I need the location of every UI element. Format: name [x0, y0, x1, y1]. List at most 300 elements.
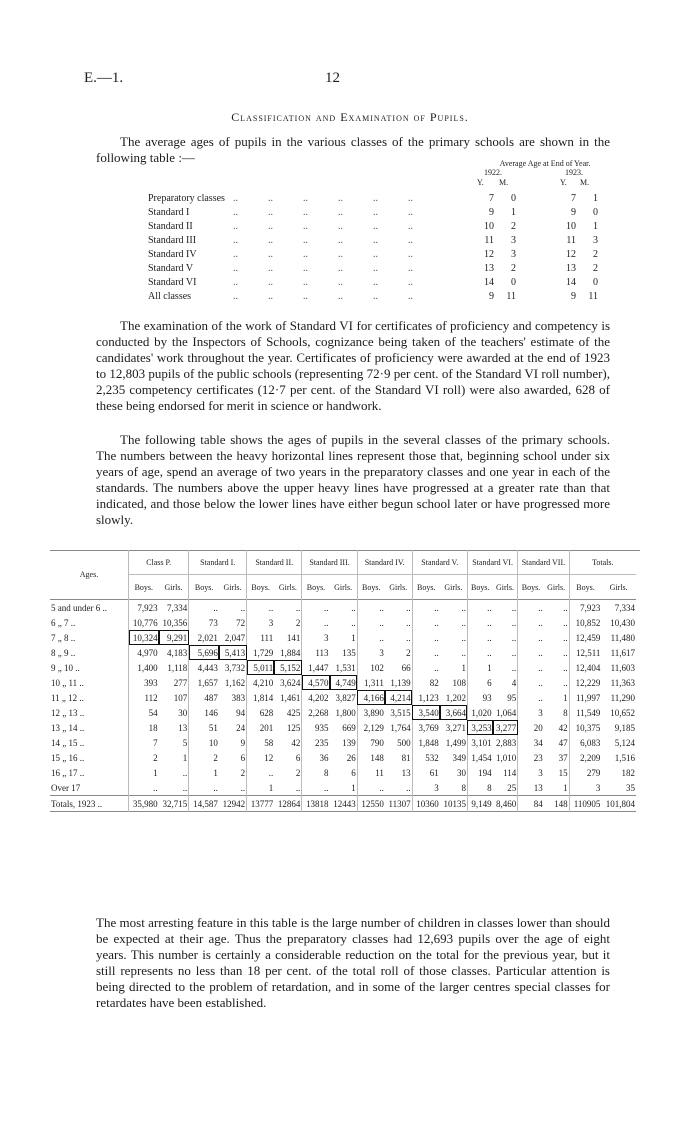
count-cell: 235 [302, 735, 330, 750]
class-label: Standard III [148, 235, 197, 246]
count-cell: 349 [452, 752, 466, 763]
class-group-header: Standard V. [412, 550, 467, 575]
count-cell: .. [518, 645, 544, 660]
certificates-paragraph: The examination of the work of Standard VI for certificates of proficiency and competency is conducted by the Inspectors of Schools, cognizance being taken of the teachers' estimate of the candidates' work throughout the year. Certificates of proficiency were awarded at the end of 1923 to 12,803 pupils of the public schools (representing 72·9 per cent. of the Standard VI roll number), 2,235 competency certificates (12·7 per cent. of the Standard VI roll) were also awarded, 628 of these being endorsed for merit in science or handwork. [96, 318, 610, 413]
count-cell: 12864 [277, 798, 301, 809]
count-cell: .. [182, 767, 188, 778]
count-cell: 3,624 [280, 677, 301, 688]
count-cell: 1 [467, 660, 492, 675]
count-cell: .. [412, 660, 440, 675]
age-value: 3 [593, 235, 598, 246]
count-cell: 148 [357, 750, 385, 765]
count-cell: 2,129 [357, 720, 385, 735]
count-cell: .. [518, 675, 544, 690]
count-cell: 1 [351, 782, 356, 793]
count-cell: 4,749 [330, 675, 358, 690]
count-cell: 1,884 [280, 647, 301, 658]
class-label: Standard VI [148, 277, 197, 288]
leader-dots: .. .. .. .. .. .. [233, 291, 413, 302]
count-cell: 1 [247, 780, 275, 796]
count-cell: 8,460 [496, 798, 517, 809]
count-cell: .. [412, 645, 440, 660]
table-row [50, 750, 636, 765]
count-cell: 5,696 [189, 645, 219, 660]
count-cell: 4,202 [302, 690, 330, 705]
count-cell: 3,540 [412, 705, 440, 720]
count-cell: .. [563, 602, 568, 613]
count-cell: 1,499 [445, 737, 466, 748]
class-label: Standard I [148, 207, 190, 218]
age-value: 12 [484, 249, 494, 260]
count-cell: 32,715 [162, 798, 188, 809]
count-cell: 3 [569, 780, 601, 796]
count-cell: 7,334 [614, 602, 635, 613]
count-cell: 935 [302, 720, 330, 735]
count-cell: 1,010 [496, 752, 517, 763]
count-cell: 5,124 [614, 737, 635, 748]
count-cell: 9,185 [614, 722, 635, 733]
count-cell: 1,447 [302, 660, 330, 675]
count-cell: .. [357, 615, 385, 630]
count-cell: 26 [346, 752, 356, 763]
count-cell: .. [357, 600, 385, 616]
count-cell: .. [247, 765, 275, 780]
count-cell: 11 [357, 765, 385, 780]
table-row [50, 780, 636, 796]
age-label: 9 „ 10 .. [51, 662, 80, 673]
count-cell: 12,459 [569, 630, 601, 645]
count-cell: .. [563, 632, 568, 643]
count-cell: .. [302, 780, 330, 796]
count-cell: 628 [247, 705, 275, 720]
table-row [50, 600, 636, 616]
count-cell: .. [240, 602, 246, 613]
count-cell: 2,209 [569, 750, 601, 765]
count-cell: 66 [401, 662, 411, 673]
age-value: 12 [566, 249, 576, 260]
count-cell: 9,149 [467, 796, 492, 812]
age-value: 13 [484, 263, 494, 274]
avg-year-1923: 1923. [565, 168, 583, 177]
count-cell: .. [461, 647, 466, 658]
count-cell: 13777 [247, 796, 275, 812]
age-value: 14 [566, 277, 576, 288]
count-cell: .. [406, 632, 411, 643]
class-label: Standard IV [148, 249, 197, 260]
avg-age-row [148, 192, 628, 206]
unit-y: Y. [560, 178, 567, 187]
count-cell: 4,166 [357, 690, 385, 705]
count-cell: 7 [129, 735, 159, 750]
class-group-header: Standard I. [189, 550, 247, 575]
count-cell: .. [129, 780, 159, 796]
class-label: Standard V [148, 263, 194, 274]
count-cell: 1,123 [412, 690, 440, 705]
class-group-header: Standard IV. [357, 550, 412, 575]
count-cell: .. [518, 630, 544, 645]
count-cell: .. [302, 615, 330, 630]
count-cell: 30 [178, 707, 188, 718]
count-cell: 2 [295, 617, 301, 628]
count-cell: 12,404 [569, 660, 601, 675]
age-value: 2 [593, 263, 598, 274]
age-value: 7 [571, 193, 576, 204]
count-cell: 141 [286, 632, 301, 643]
sex-header: Girls. [609, 582, 628, 592]
count-cell: .. [563, 677, 568, 688]
count-cell: 112 [129, 690, 159, 705]
count-cell: 1,848 [412, 735, 440, 750]
count-cell: 20 [518, 720, 544, 735]
sex-header: Boys. [467, 575, 492, 600]
count-cell: .. [563, 662, 568, 673]
table-row [50, 645, 636, 660]
count-cell: 12,511 [569, 645, 601, 660]
count-cell: 4,443 [189, 660, 219, 675]
age-value: 2 [511, 263, 516, 274]
count-cell: 279 [569, 765, 601, 780]
count-cell: 3 [518, 765, 544, 780]
count-cell: 1,064 [496, 707, 517, 718]
count-cell: 3,769 [412, 720, 440, 735]
count-cell: 2 [129, 750, 159, 765]
count-cell: 110905 [569, 796, 601, 812]
count-cell: 10,430 [610, 617, 635, 628]
count-cell: 81 [401, 752, 411, 763]
table-row [50, 675, 636, 690]
count-cell: 6 [351, 767, 356, 778]
count-cell: 4,183 [167, 647, 188, 658]
count-cell: 13 [178, 722, 188, 733]
retardation-paragraph: The most arresting feature in this table is the large number of children in classes lower than should be expected at their age. Thus the preparatory classes had 12,693 pupils over the age of eight years. This number is certainly a considerable reduction on the total for the previous year, but it still represents no less than 18 per cent. of the total roll of those classes. Particular attention is being directed to the problem of retardation, and in some of the larger centres special classes for retardates have been established. [96, 915, 610, 1010]
count-cell: 135 [342, 647, 356, 658]
count-cell: 6 [467, 675, 492, 690]
count-cell: 4,210 [247, 675, 275, 690]
count-cell: 10,356 [162, 617, 188, 628]
age-value: 0 [593, 277, 598, 288]
sex-header: Boys. [412, 575, 440, 600]
count-cell: .. [189, 600, 219, 616]
class-group-header: Totals. [569, 550, 636, 575]
count-cell: 7,923 [129, 600, 159, 616]
avg-age-heading: Average Age at End of Year. [499, 159, 591, 168]
table-row [50, 705, 636, 720]
count-cell: 108 [452, 677, 466, 688]
age-value: 11 [506, 291, 516, 302]
count-cell: .. [467, 600, 492, 616]
age-label: 12 „ 13 .. [51, 707, 85, 718]
count-cell: 1 [351, 632, 356, 643]
count-cell: 1,800 [335, 707, 356, 718]
count-cell: 4,570 [302, 675, 330, 690]
sex-header: Girls. [278, 582, 297, 592]
count-cell: 1 [182, 752, 188, 763]
count-cell: 2,021 [189, 630, 219, 645]
count-cell: 10,652 [610, 707, 635, 718]
age-label: Totals, 1923 .. [51, 798, 103, 809]
age-label: 13 „ 14 .. [51, 722, 85, 733]
table-row [50, 720, 636, 735]
age-value: 3 [511, 249, 516, 260]
age-value: 13 [566, 263, 576, 274]
count-cell: 10,776 [129, 615, 159, 630]
unit-m: M. [580, 178, 590, 187]
count-cell: 12 [247, 750, 275, 765]
count-cell: 1,461 [280, 692, 301, 703]
count-cell: 11,363 [610, 677, 635, 688]
count-cell: 3 [518, 705, 544, 720]
sex-header: Boys. [189, 575, 219, 600]
leader-dots: .. .. .. .. .. .. [233, 249, 413, 260]
table-row [50, 615, 636, 630]
avg-age-row [148, 234, 628, 248]
count-cell: 1,118 [167, 662, 188, 673]
count-cell: 12550 [357, 796, 385, 812]
age-value: 2 [593, 249, 598, 260]
count-cell: 8 [461, 782, 466, 793]
intro-paragraph: The average ages of pupils in the various classes of the primary schools are shown in the following table :— [96, 134, 610, 165]
sex-header: Girls. [444, 582, 463, 592]
avg-age-row [148, 276, 628, 290]
count-cell: 10,375 [569, 720, 601, 735]
age-value: 1 [593, 221, 598, 232]
table-row [50, 630, 636, 645]
age-value: 10 [566, 221, 576, 232]
count-cell: 1 [563, 692, 568, 703]
count-cell: 146 [189, 705, 219, 720]
count-cell: .. [351, 602, 356, 613]
count-cell: 2,047 [224, 632, 246, 643]
count-cell: 1 [461, 662, 466, 673]
count-cell: 277 [173, 677, 188, 688]
count-cell: .. [412, 630, 440, 645]
count-cell: 13 [518, 780, 544, 796]
count-cell: 1,516 [614, 752, 635, 763]
count-cell: 37 [558, 752, 568, 763]
count-cell: .. [295, 602, 301, 613]
count-cell: .. [182, 782, 188, 793]
table-row [50, 796, 636, 812]
count-cell: .. [351, 617, 356, 628]
count-cell: 3 [357, 645, 385, 660]
ages-by-class-table [50, 550, 636, 812]
count-cell: 3,664 [440, 705, 468, 720]
sex-header: Boys. [129, 575, 159, 600]
leader-dots: .. .. .. .. .. .. [233, 221, 413, 232]
count-cell: 18 [129, 720, 159, 735]
count-cell: 500 [397, 737, 411, 748]
count-cell: 35,980 [129, 796, 159, 812]
count-cell: 1,657 [189, 675, 219, 690]
table-row [50, 735, 636, 750]
count-cell: 5,413 [219, 645, 247, 660]
avg-age-row [148, 248, 628, 262]
age-value: 2 [511, 221, 516, 232]
count-cell: 42 [558, 722, 568, 733]
count-cell: 8 [563, 707, 568, 718]
sex-header: Boys. [569, 575, 601, 600]
avg-age-row [148, 206, 628, 220]
count-cell: 5 [182, 737, 188, 748]
count-cell: 114 [503, 767, 517, 778]
age-value: 1 [593, 193, 598, 204]
sex-header: Girls. [334, 582, 353, 592]
ages-table-intro: The following table shows the ages of pupils in the several classes of the primary schools. The numbers between the heavy horizontal lines represent those that, beginning school under six years of age, spend an average of two years in the preparatory classes and one year in each of the standards. The numbers above the upper heavy lines have progressed at a greater rate than that indicated, and those below the lower lines have either begun school later or have progressed more slowly. [96, 432, 610, 527]
count-cell: 36 [302, 750, 330, 765]
count-cell: 1,311 [357, 675, 385, 690]
count-cell: 5,011 [247, 660, 275, 675]
sex-header: Girls. [547, 582, 566, 592]
page-ref: E.—1. [84, 70, 124, 86]
age-value: 11 [484, 235, 494, 246]
count-cell: .. [406, 602, 411, 613]
leader-dots: .. .. .. .. .. .. [233, 263, 413, 274]
age-value: 7 [489, 193, 494, 204]
count-cell: 383 [231, 692, 246, 703]
count-cell: 3,253 [467, 720, 492, 735]
count-cell: 30 [456, 767, 466, 778]
count-cell: 72 [236, 617, 246, 628]
count-cell: .. [406, 782, 411, 793]
count-cell: 4,970 [129, 645, 159, 660]
sex-header: Boys. [518, 575, 544, 600]
count-cell: 13818 [302, 796, 330, 812]
count-cell: 10135 [443, 798, 466, 809]
age-label: 10 „ 11 .. [51, 677, 84, 688]
count-cell: 82 [412, 675, 440, 690]
age-label: 5 and under 6 .. [51, 602, 107, 613]
count-cell: .. [467, 615, 492, 630]
count-cell: 11,603 [610, 662, 635, 673]
page-number: 12 [325, 70, 340, 86]
avg-age-row [148, 290, 628, 304]
count-cell: 3,101 [467, 735, 492, 750]
count-cell: 1,020 [467, 705, 492, 720]
count-cell: 13 [401, 767, 411, 778]
count-cell: 107 [173, 692, 188, 703]
age-value: 0 [593, 207, 598, 218]
age-label: 7 „ 8 .. [51, 632, 76, 643]
count-cell: .. [295, 782, 301, 793]
count-cell: .. [412, 600, 440, 616]
table-row [50, 690, 636, 705]
count-cell: 3,827 [335, 692, 356, 703]
class-group-header: Class P. [129, 550, 189, 575]
age-label: 11 „ 12 .. [51, 692, 84, 703]
count-cell: 425 [286, 707, 301, 718]
count-cell: 14,587 [189, 796, 219, 812]
ages-header: Ages. [79, 570, 99, 579]
age-value: 14 [484, 277, 494, 288]
count-cell: 84 [518, 796, 544, 812]
count-cell: 54 [129, 705, 159, 720]
count-cell: .. [461, 602, 466, 613]
count-cell: 9,291 [159, 630, 189, 645]
count-cell: .. [518, 615, 544, 630]
class-group-header: Standard VII. [518, 550, 569, 575]
count-cell: .. [518, 690, 544, 705]
count-cell: 51 [189, 720, 219, 735]
leader-dots: .. .. .. .. .. .. [233, 207, 413, 218]
class-group-header: Standard II. [247, 550, 302, 575]
leader-dots: .. .. .. .. .. .. [233, 193, 413, 204]
count-cell: .. [302, 600, 330, 616]
count-cell: 1,162 [224, 677, 246, 688]
count-cell: 1,400 [129, 660, 159, 675]
count-cell: 1,764 [390, 722, 411, 733]
count-cell: 1,139 [390, 677, 411, 688]
count-cell: .. [511, 662, 517, 673]
count-cell: 2,268 [302, 705, 330, 720]
count-cell: 2 [295, 767, 301, 778]
count-cell: 1 [189, 765, 219, 780]
count-cell: 3,732 [224, 662, 246, 673]
count-cell: .. [240, 782, 246, 793]
count-cell: 101,804 [605, 798, 635, 809]
sex-header: Boys. [357, 575, 385, 600]
count-cell: 393 [129, 675, 159, 690]
count-cell: 2 [189, 750, 219, 765]
count-cell: 9 [240, 737, 246, 748]
class-group-header: Standard VI. [467, 550, 517, 575]
age-value: 3 [511, 235, 516, 246]
count-cell: 4,214 [385, 690, 412, 705]
count-cell: 35 [626, 782, 635, 793]
count-cell: 201 [247, 720, 275, 735]
count-cell: .. [189, 780, 219, 796]
table-row [50, 660, 636, 675]
leader-dots: .. .. .. .. .. .. [233, 277, 413, 288]
count-cell: 1,531 [335, 662, 356, 673]
count-cell: 3,515 [390, 707, 411, 718]
count-cell: 10360 [412, 796, 440, 812]
sex-header: Boys. [302, 575, 330, 600]
count-cell: 95 [507, 692, 517, 703]
count-cell: 58 [247, 735, 275, 750]
count-cell: .. [461, 617, 466, 628]
count-cell: .. [518, 600, 544, 616]
count-cell: .. [357, 630, 385, 645]
count-cell: 3 [412, 780, 440, 796]
count-cell: 10,324 [129, 630, 159, 645]
age-label: 14 „ 15 .. [51, 737, 85, 748]
count-cell: 182 [621, 767, 635, 778]
sex-header: Girls. [389, 582, 408, 592]
count-cell: 25 [507, 782, 517, 793]
count-cell: 669 [342, 722, 356, 733]
count-cell: 6 [240, 752, 246, 763]
count-cell: 23 [518, 750, 544, 765]
count-cell: 125 [286, 722, 301, 733]
age-value: 1 [511, 207, 516, 218]
age-value: 9 [571, 207, 576, 218]
count-cell: 8 [467, 780, 492, 796]
age-value: 10 [484, 221, 494, 232]
class-label: Standard II [148, 221, 193, 232]
age-label: Over 17 [51, 782, 81, 793]
age-label: 8 „ 9 .. [51, 647, 76, 658]
age-value: 0 [511, 277, 516, 288]
count-cell: .. [563, 617, 568, 628]
sex-header: Girls. [495, 582, 514, 592]
leader-dots: .. .. .. .. .. .. [233, 235, 413, 246]
count-cell: 47 [558, 737, 568, 748]
count-cell: 94 [236, 707, 246, 718]
count-cell: 12443 [333, 798, 356, 809]
count-cell: 3,890 [357, 705, 385, 720]
sex-header: Boys. [247, 575, 275, 600]
count-cell: .. [467, 630, 492, 645]
